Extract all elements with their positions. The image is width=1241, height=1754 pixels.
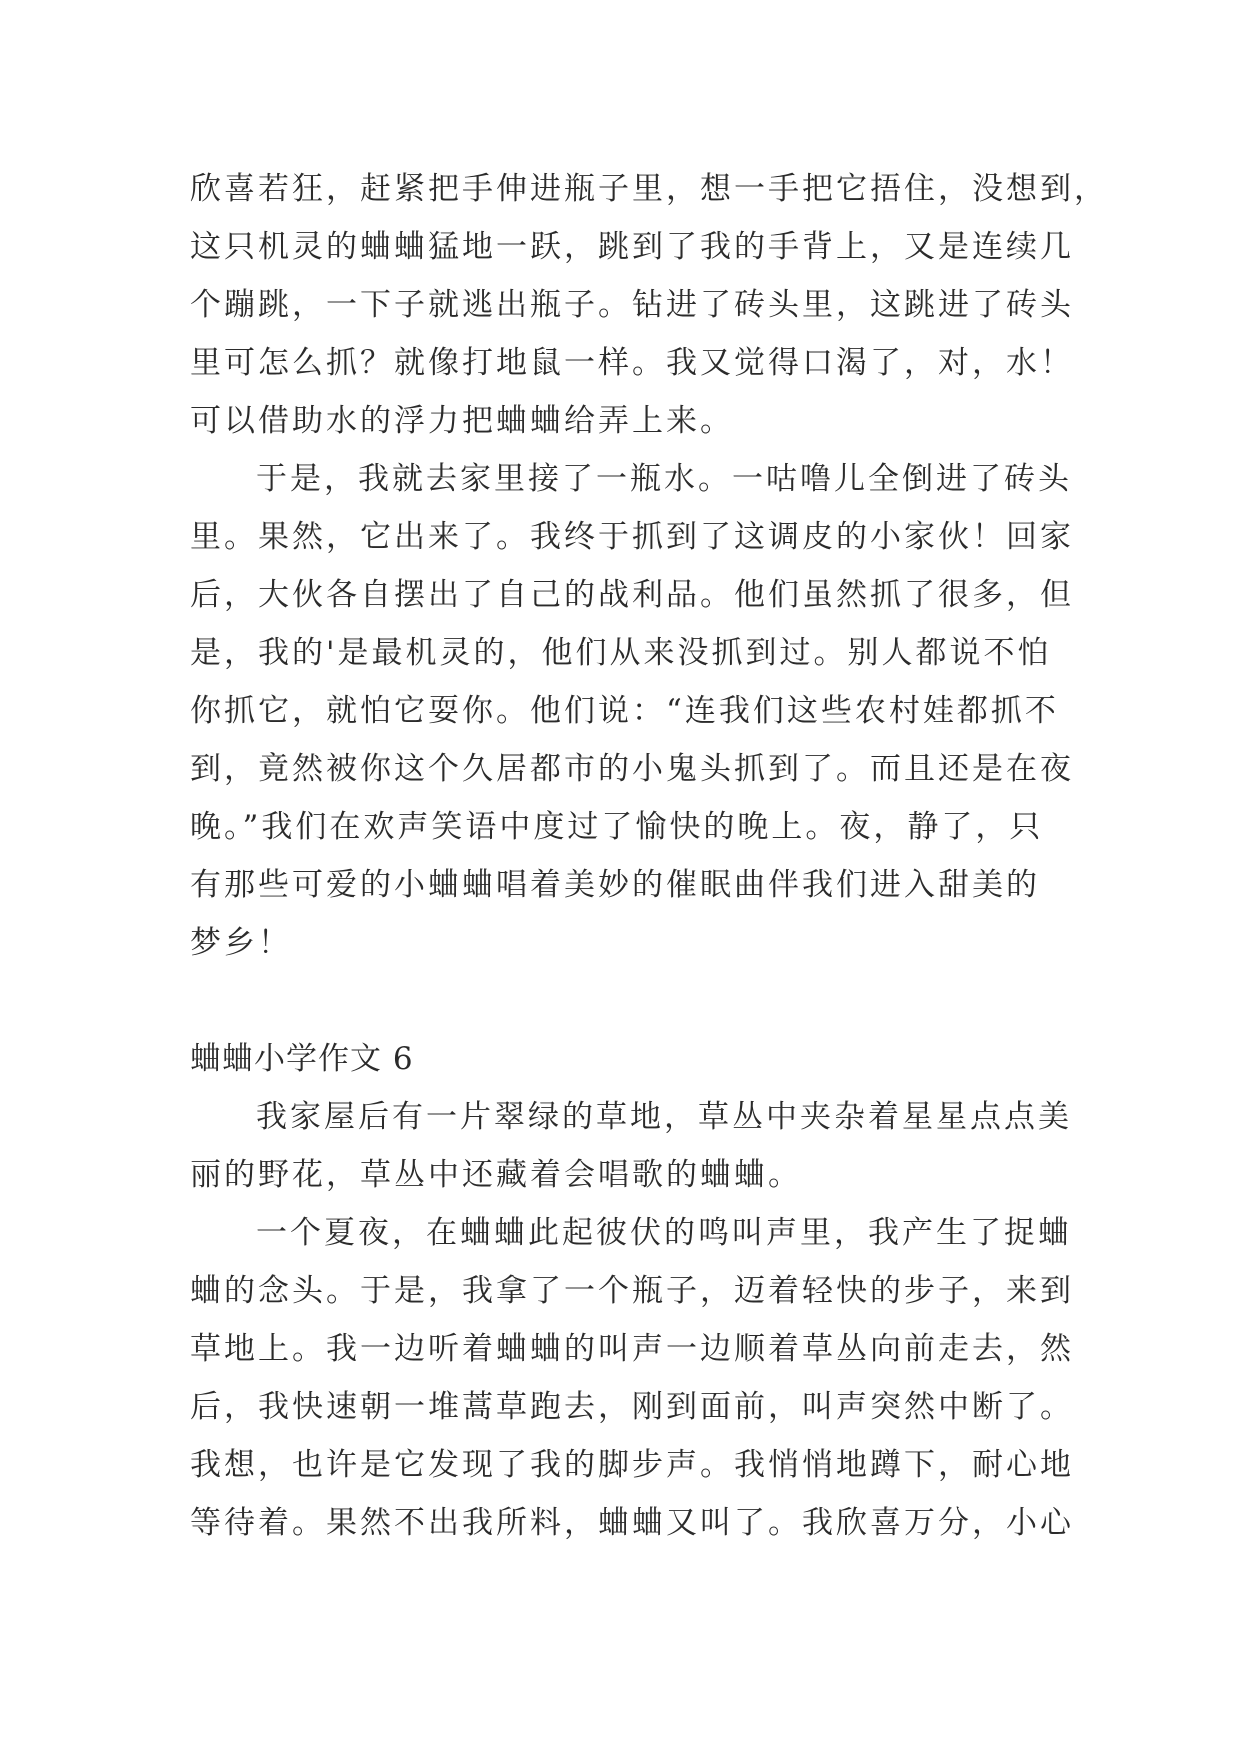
text-line: 这只机灵的蛐蛐猛地一跃，跳到了我的手背上，又是连续几 [190,229,1074,265]
section-heading: 蛐蛐小学作文 6 [190,1041,414,1077]
paragraph [190,450,1074,972]
text-line: 草地上。我一边听着蛐蛐的叫声一边顺着草丛向前走去，然 [190,1331,1074,1367]
paragraph [190,1088,1070,1204]
paragraph [190,1204,1074,1552]
text-line: 是，我的'是最机灵的，他们从来没抓到过。别人都说不怕 [190,635,1052,671]
section-spacer [190,972,1070,1030]
text-line: 到，竟然被你这个久居都市的小鬼头抓到了。而且还是在夜 [190,751,1074,787]
text-line: 里。果然，它出来了。我终于抓到了这调皮的小家伙！回家 [190,519,1074,555]
text-line: 我想，也许是它发现了我的脚步声。我悄悄地蹲下，耐心地 [190,1447,1074,1483]
text-line: 欣喜若狂，赶紧把手伸进瓶子里，想一手把它捂住，没想到， [190,171,1108,207]
text-line: 可以借助水的浮力把蛐蛐给弄上来。 [190,403,734,439]
text-line: 里可怎么抓？就像打地鼠一样。我又觉得口渴了，对，水！ [190,345,1074,381]
text-line: 后，大伙各自摆出了自己的战利品。他们虽然抓了很多，但 [190,577,1074,613]
text-line: 后，我快速朝一堆蒿草跑去，刚到面前，叫声突然中断了。 [190,1389,1074,1425]
text-line: 你抓它，就怕它耍你。他们说：“连我们这些农村娃都抓不 [190,693,1059,729]
text-line: 一个夏夜，在蛐蛐此起彼伏的鸣叫声里，我产生了捉蛐 [256,1215,1072,1251]
text-line: 晚。”我们在欢声笑语中度过了愉快的晚上。夜，静了，只 [190,809,1044,845]
text-line: 蛐的念头。于是，我拿了一个瓶子，迈着轻快的步子，来到 [190,1273,1074,1309]
text-line: 等待着。果然不出我所料，蛐蛐又叫了。我欣喜万分，小心 [190,1505,1074,1541]
text-line: 于是，我就去家里接了一瓶水。一咕噜儿全倒进了砖头 [256,461,1072,497]
text-line: 有那些可爱的小蛐蛐唱着美妙的催眠曲伴我们进入甜美的 [190,867,1040,903]
text-line: 个蹦跳，一下子就逃出瓶子。钻进了砖头里，这跳进了砖头 [190,287,1074,323]
text-line: 我家屋后有一片翠绿的草地，草丛中夹杂着星星点点美 [256,1099,1072,1135]
document-body [190,160,1108,1552]
text-line: 丽的野花，草丛中还藏着会唱歌的蛐蛐。 [190,1157,802,1193]
text-line: 梦乡！ [190,925,292,961]
paragraph-continuation [190,160,1108,450]
